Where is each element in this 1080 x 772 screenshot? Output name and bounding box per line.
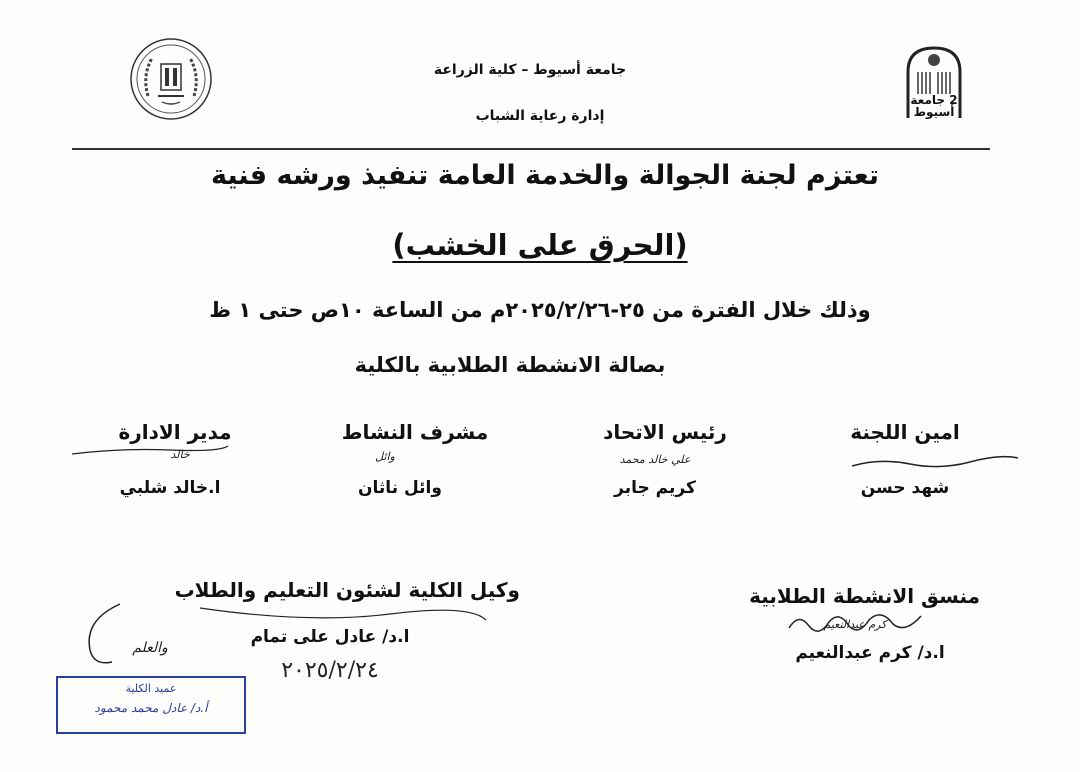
coordinator-handwriting: كرم عبدالنعيم	[823, 618, 887, 631]
committee-secretary-role: امين اللجنة	[850, 420, 960, 444]
header-divider	[72, 148, 990, 150]
workshop-name: (الحرق على الخشب)	[392, 228, 688, 262]
assiut-text-logo	[898, 42, 970, 122]
vice-dean-handwriting: والعلم	[132, 640, 168, 656]
stamp-name: أ.د/ عادل محمد محمود	[94, 701, 208, 715]
handwritten-date: ٢٠٢٥/٢/٢٤	[281, 658, 379, 683]
vice-dean-name: ا.د/ عادل على تمام	[250, 627, 410, 647]
logo-number: 2	[949, 93, 958, 107]
vice-dean-role: وكيل الكلية لشئون التعليم والطلاب	[174, 578, 520, 602]
workshop-location: بصالة الانشطة الطلابية بالكلية	[354, 353, 666, 377]
stamp-title: عميد الكلية	[125, 682, 177, 695]
dean-stamp	[56, 676, 246, 734]
department-manager-name: ا.خالد شلبي	[119, 478, 221, 498]
activity-supervisor-role: مشرف النشاط	[341, 420, 489, 444]
committee-secretary-name: شهد حسن	[860, 478, 950, 498]
department-manager-handwriting: خالد	[170, 448, 190, 461]
committee-secretary-signature	[850, 452, 1020, 480]
logo-university-text: جامعة أسيوط	[910, 93, 955, 119]
union-president-role: رئيس الاتحاد	[603, 420, 727, 444]
workshop-period: وذلك خلال الفترة من ٢٥-٢٠٢٥/٢/٢٦م من الساعة ١٠ص حتى ١ ظ	[209, 298, 871, 322]
emblem-icon	[128, 36, 214, 122]
union-president-name: كريم جابر	[614, 478, 696, 498]
union-president-handwriting: علي خالد محمد	[619, 453, 691, 466]
university-emblem-logo	[128, 36, 214, 122]
coordinator-name: ا.د/ كرم عبدالنعيم	[795, 643, 945, 663]
dean-signature-curve	[80, 600, 130, 674]
department-manager-role: مدير الادارة	[118, 420, 232, 444]
student-activities-coordinator-role: منسق الانشطة الطلابية	[749, 584, 980, 608]
university-college-heading: جامعة أسيوط – كلية الزراعة	[433, 62, 627, 78]
activity-supervisor-name: وائل ناثان	[358, 478, 442, 498]
announcement-title: تعتزم لجنة الجوالة والخدمة العامة تنفيذ ورشه فنية	[210, 160, 880, 191]
department-heading: إدارة رعاية الشباب	[475, 108, 605, 124]
activity-supervisor-handwriting: وائل	[375, 450, 395, 463]
